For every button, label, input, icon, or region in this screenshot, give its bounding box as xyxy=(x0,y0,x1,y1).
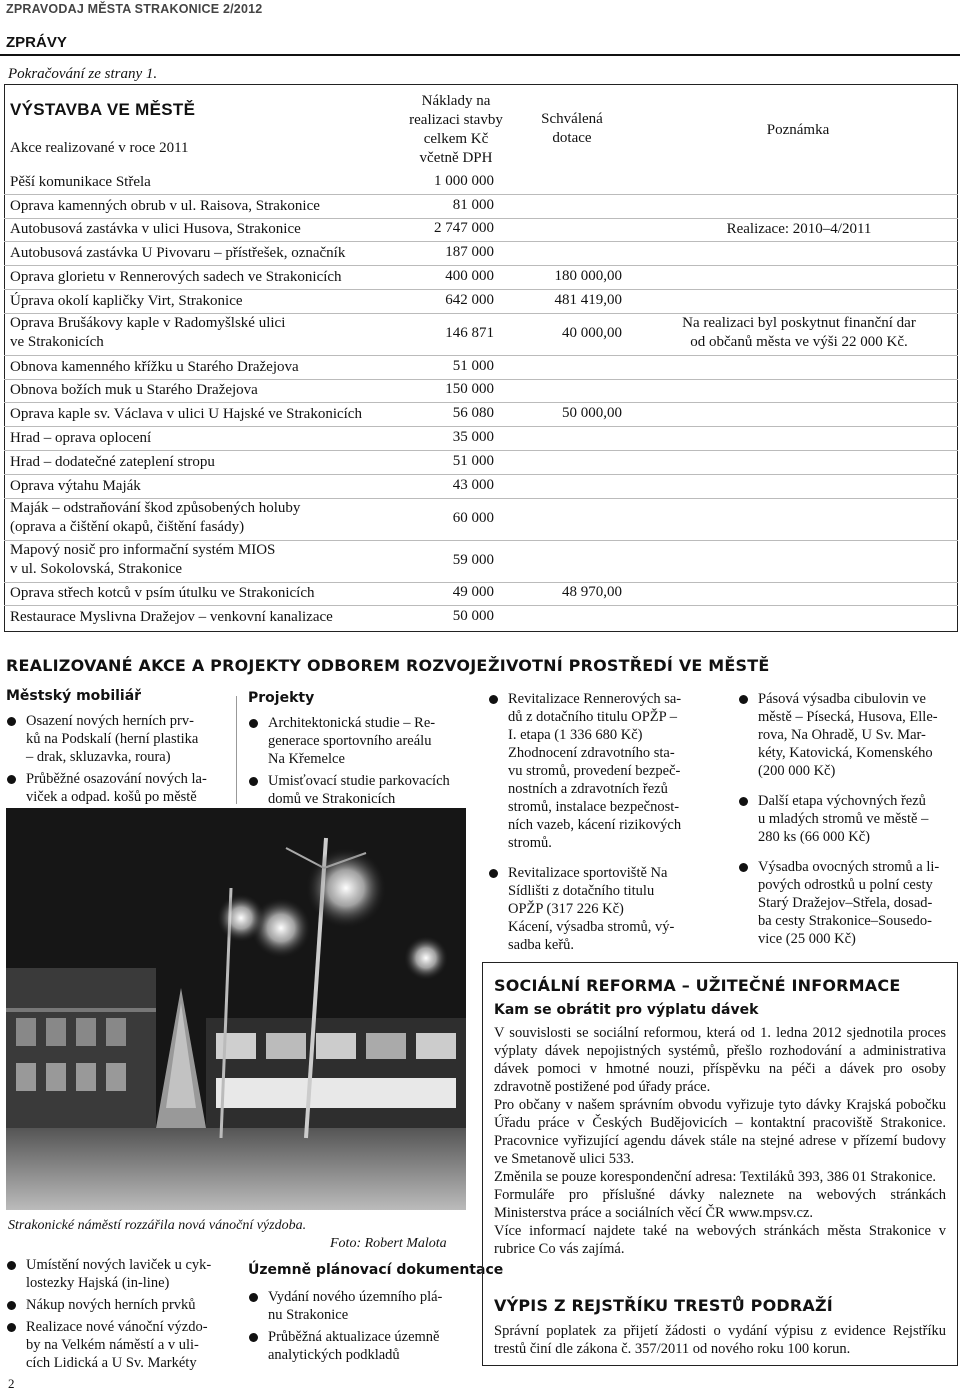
table-row xyxy=(4,474,958,498)
environment-list-1 xyxy=(486,690,716,966)
row-name: Oprava glorietu v Rennerových sadech ve Strakonicích xyxy=(10,269,342,286)
list-item-line: Průběžné osazování nových la- xyxy=(26,771,207,787)
row-name: Oprava kamenných obrub v ul. Raisova, Strakonice xyxy=(10,197,320,214)
row-name: Oprava Brušákovy kaple v Radomyšlské ulici ve Strakonicích xyxy=(10,314,286,350)
list-item-line: Vydání nového územního plá- xyxy=(268,1289,443,1305)
bullet-icon xyxy=(249,719,258,728)
list-item-line: Kácení, výsadba stromů, vý- xyxy=(508,919,675,935)
environment-list-2 xyxy=(736,690,958,960)
list-item-line: ba cesty Strakonice–Sousedo- xyxy=(758,913,932,929)
list-item-line: Průběžná aktualizace územně xyxy=(268,1329,440,1345)
list-item xyxy=(4,1256,230,1292)
list-item xyxy=(246,1328,472,1364)
section-title: ZPRÁVY xyxy=(6,34,67,51)
social-paragraph: Pro občany v našem správním obvodu vyřizuje tyto dávky Krajská pobočku Úřadu práce v Českých Budějovicích – kontaktní pracoviště Strakonice. Pracovnice vyřizující agendu dávek stále na stejné adrese v přízemí budovy ve Smetanově ulici 533. xyxy=(494,1097,946,1167)
list-item-line: u mladých stromů ve městě – xyxy=(758,811,929,827)
table-subtitle: Akce realizované v roce 2011 xyxy=(10,140,189,156)
list-item-line: cích Lidická a U Sv. Markéty xyxy=(26,1355,197,1371)
table-row xyxy=(4,450,958,474)
header-rule xyxy=(0,54,960,56)
list-item-line: kéty, Katovická, Komenského xyxy=(758,745,933,761)
row-name: Obnova kamenného křížku u Starého Dražejova xyxy=(10,358,299,375)
bullet-icon xyxy=(7,1261,16,1270)
row-name: Hrad – oprava oplocení xyxy=(10,430,152,447)
row-name: Restaurace Myslivna Dražejov – venkovní kanalizace xyxy=(10,609,333,626)
row-cost: 400 000 xyxy=(445,268,494,285)
row-cost: 50 000 xyxy=(452,608,494,625)
table-row xyxy=(4,379,958,403)
table-row xyxy=(4,498,958,540)
list-item-line: OPŽP (317 226 Kč) xyxy=(508,901,624,917)
table-row xyxy=(4,218,958,242)
column-header-cost: Náklady na realizaci stavby celkem Kč včetně DPH xyxy=(409,93,503,166)
social-paragraph: Změnila se pouze korespondenční adresa: Textiláků 393, 386 01 Strakonice. xyxy=(494,1169,937,1185)
social-subtitle: Kam se obrátit pro výplatu dávek xyxy=(494,1002,759,1018)
projects-list xyxy=(246,714,472,812)
list-item xyxy=(4,770,230,806)
bullet-icon xyxy=(249,777,258,786)
row-name: Oprava střech kotců v psím útulku ve Strakonicích xyxy=(10,585,315,602)
row-cost: 51 000 xyxy=(452,357,494,374)
row-grant: 481 419,00 xyxy=(554,291,622,308)
list-item-line: generace sportovního areálu xyxy=(268,733,432,749)
page-number: 2 xyxy=(8,1376,15,1391)
list-item-line: městě – Písecká, Husova, Elle- xyxy=(758,709,938,725)
list-item-line: Zhodnocení zdravotního sta- xyxy=(508,745,675,761)
record-title: VÝPIS Z REJSTŘÍKU TRESTŮ PODRAŽÍ xyxy=(494,1296,833,1315)
list-item xyxy=(4,1318,230,1372)
row-cost: 146 871 xyxy=(445,324,494,341)
list-item-line: – drak, skluzavka, roura) xyxy=(26,749,171,765)
list-item xyxy=(4,1296,230,1314)
table-row xyxy=(4,540,958,582)
list-item-line: Starý Dražejov–Střela, dosad- xyxy=(758,895,933,911)
list-item-line: Sídlišti z dotačního titulu xyxy=(508,883,655,899)
table-row xyxy=(4,265,958,289)
list-item-line: Revitalizace Rennerových sa- xyxy=(508,691,682,707)
list-item-line: Umístění nových laviček u cyk- xyxy=(26,1257,212,1273)
bullet-icon xyxy=(489,869,498,878)
column-header-grant: Schválená dotace xyxy=(541,111,603,146)
list-item-line: pových odrostků u polní cesty xyxy=(758,877,933,893)
list-item-line: Pásová výsadba cibulovin ve xyxy=(758,691,926,707)
table-row xyxy=(4,289,958,313)
list-item xyxy=(486,690,716,852)
list-item-line: vice (25 000 Kč) xyxy=(758,931,856,947)
social-paragraph: Formuláře pro příslušné dávky naleznete na webových stránkách Ministerstva práce a sociálních věcí ČR www.mpsv.cz. xyxy=(494,1187,946,1221)
christmas-square-photo xyxy=(6,808,466,1210)
mobiliar-list xyxy=(4,712,230,810)
list-item-line: viček a odpad. košů po městě xyxy=(26,789,197,805)
social-text xyxy=(494,1024,946,1258)
row-cost: 56 080 xyxy=(452,405,494,422)
row-grant: 50 000,00 xyxy=(562,405,622,422)
bullet-icon xyxy=(249,1333,258,1342)
publication-title: ZPRAVODAJ MĚSTA STRAKONICE 2/2012 xyxy=(6,2,263,16)
row-cost: 59 000 xyxy=(452,551,494,568)
row-cost: 81 000 xyxy=(452,196,494,213)
list-item-line: stromů. xyxy=(508,835,552,851)
list-item-line: rova, Na Ohradě, U Sv. Mar- xyxy=(758,727,926,743)
row-cost: 1 000 000 xyxy=(434,172,494,189)
row-note: Realizace: 2010–4/2011 xyxy=(726,221,872,238)
row-cost: 187 000 xyxy=(445,244,494,261)
row-name: Mapový nosič pro informační systém MIOS v ul. Sokolovská, Strakonice xyxy=(10,541,276,577)
row-cost: 43 000 xyxy=(452,476,494,493)
row-cost: 150 000 xyxy=(445,381,494,398)
social-paragraph: V souvislosti se sociální reformou, která od 1. ledna 2012 sjednotila proces výplaty dávek nepojistných systémů, přešlo rozhodování a administrativa dávek pomoci v hmotné nouzi, příspěvku na péči a dávek pro osoby zdravotně postižené pod úřady práce. xyxy=(494,1025,946,1095)
table-row xyxy=(4,355,958,379)
list-item-line: by na Velkém náměstí a v uli- xyxy=(26,1337,199,1353)
bullet-icon xyxy=(249,1293,258,1302)
column-divider xyxy=(236,696,237,804)
table-row xyxy=(4,241,958,265)
list-item-line: I. etapa (1 336 680 Kč) xyxy=(508,727,643,743)
row-note: Na realizaci byl poskytnut finanční dar od občanů města ve výši 22 000 Kč. xyxy=(682,314,916,350)
row-cost: 642 000 xyxy=(445,291,494,308)
list-item-line: (200 000 Kč) xyxy=(758,763,836,779)
more-items-list xyxy=(4,1256,230,1376)
row-name: Obnova božích muk u Starého Dražejova xyxy=(10,382,258,399)
social-title: SOCIÁLNÍ REFORMA – UŽITEČNÉ INFORMACE xyxy=(494,976,901,995)
bullet-icon xyxy=(739,695,748,704)
record-text: Správní poplatek za přijetí žádosti o vydání výpisu z evidence Rejstříku trestů činí dle zákona č. 357/2011 od nového roku 100 korun. xyxy=(494,1323,946,1357)
list-item-line: domů ve Strakonicích xyxy=(268,791,396,807)
mobiliar-title: Městský mobiliář xyxy=(6,688,142,704)
projects-title: Projekty xyxy=(248,690,315,706)
list-item-line: Další etapa výchovných řezů xyxy=(758,793,926,809)
row-name: Oprava výtahu Maják xyxy=(10,477,141,494)
row-grant: 180 000,00 xyxy=(554,268,622,285)
bullet-icon xyxy=(7,1301,16,1310)
list-item-line: Realizace nové vánoční výzdo- xyxy=(26,1319,208,1335)
list-item xyxy=(4,712,230,766)
list-item-line: dů z dotačního titulu OPŽP – xyxy=(508,709,678,725)
bullet-icon xyxy=(489,695,498,704)
row-name: Úprava okolí kapličky Virt, Strakonice xyxy=(10,292,243,309)
list-item xyxy=(246,714,472,768)
bullet-icon xyxy=(7,717,16,726)
bullet-icon xyxy=(739,797,748,806)
list-item-line: Architektonická studie – Re- xyxy=(268,715,436,731)
row-cost: 51 000 xyxy=(452,452,494,469)
list-item-line: Umisťovací studie parkovacích xyxy=(268,773,450,789)
list-item-line: nu Strakonice xyxy=(268,1307,349,1323)
row-grant: 40 000,00 xyxy=(562,324,622,341)
social-paragraph: Více informací najdete také na webových stránkách města Strakonice v rubrice Co vás zajímá. xyxy=(494,1223,946,1257)
list-item-line: stromů, instalace bezpečnost- xyxy=(508,799,680,815)
row-name: Maják – odstraňování škod způsobených holuby (oprava a čištění okapů, čištění fasády) xyxy=(10,499,301,535)
list-item-line: Nákup nových herních prvků xyxy=(26,1297,196,1313)
list-item-line: Revitalizace sportoviště Na xyxy=(508,865,668,881)
row-name: Oprava kaple sv. Václava v ulici U Hajské ve Strakonicích xyxy=(10,406,362,423)
table-row xyxy=(4,605,958,629)
row-cost: 60 000 xyxy=(452,509,494,526)
table-row xyxy=(4,170,958,194)
list-item xyxy=(736,858,958,948)
list-item-line: vu stromů, provedení bezpeč- xyxy=(508,763,681,779)
table-row xyxy=(4,402,958,426)
realized-title: REALIZOVANÉ AKCE A PROJEKTY ODBOREM ROZVOJE xyxy=(6,656,488,675)
row-name: Autobusová zastávka U Pivovaru – přístřešek, označník xyxy=(10,245,346,262)
photo-credit: Foto: Robert Malota xyxy=(330,1236,447,1251)
list-item-line: Na Křemelce xyxy=(268,751,345,767)
row-cost: 35 000 xyxy=(452,429,494,446)
list-item-line: nostních a zdravotních řezů xyxy=(508,781,668,797)
continuation-note: Pokračování ze strany 1. xyxy=(8,66,158,82)
row-grant: 48 970,00 xyxy=(562,584,622,601)
list-item-line: Výsadba ovocných stromů a li- xyxy=(758,859,940,875)
list-item xyxy=(486,864,716,954)
row-name: Autobusová zastávka v ulici Husova, Strakonice xyxy=(10,221,301,238)
row-name: Hrad – dodatečné zateplení stropu xyxy=(10,453,215,470)
list-item-line: ních vazeb, kácení rizikových xyxy=(508,817,682,833)
list-item-line: Osazení nových herních prv- xyxy=(26,713,194,729)
table-title: VÝSTAVBA VE MĚSTĚ xyxy=(10,100,196,119)
list-item-line: analytických podkladů xyxy=(268,1347,400,1363)
list-item-line: 280 ks (66 000 Kč) xyxy=(758,829,870,845)
list-item xyxy=(736,690,958,780)
list-item-line: sadba keřů. xyxy=(508,937,575,953)
list-item xyxy=(246,772,472,808)
environment-title: ŽIVOTNÍ PROSTŘEDÍ VE MĚSTĚ xyxy=(488,656,770,675)
list-item-line: lostezky Hajská (in-line) xyxy=(26,1275,170,1291)
planning-list xyxy=(246,1288,472,1368)
table-row xyxy=(4,426,958,450)
bullet-icon xyxy=(739,863,748,872)
column-header-note: Poznámka xyxy=(766,122,830,138)
list-item xyxy=(736,792,958,846)
table-row xyxy=(4,313,958,355)
row-cost: 2 747 000 xyxy=(434,220,494,237)
photo-caption: Strakonické náměstí rozzářila nová vánoční výzdoba. xyxy=(8,1218,307,1233)
list-item xyxy=(246,1288,472,1324)
planning-title: Územně plánovací dokumentace xyxy=(248,1262,504,1278)
table-row xyxy=(4,194,958,218)
row-name: Pěší komunikace Střela xyxy=(10,173,151,190)
bullet-icon xyxy=(7,1323,16,1332)
list-item-line: ků na Podskalí (herní plastika xyxy=(26,731,199,747)
row-cost: 49 000 xyxy=(452,584,494,601)
table-row xyxy=(4,582,958,606)
bullet-icon xyxy=(7,775,16,784)
